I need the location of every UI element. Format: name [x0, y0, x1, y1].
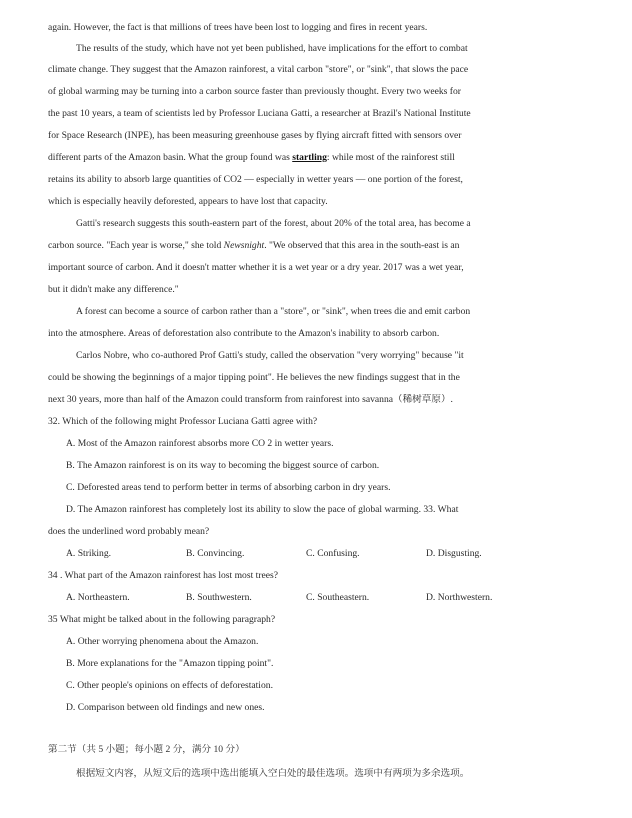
question-34-option-c: C. Southeastern. [306, 592, 370, 603]
question-33-stem: does the underlined word probably mean? [48, 526, 210, 537]
passage-line: again. However, the fact is that millions of trees have been lost to logging and fires in recent years. [48, 22, 428, 33]
question-34-stem: 34 . What part of the Amazon rainforest has lost most trees? [48, 570, 279, 581]
passage-line: important source of carbon. And it doesn't matter whether it is a wet year or a dry year. 2017 was a wet year, [48, 262, 464, 273]
passage-line: Gatti's research suggests this south-eastern part of the forest, about 20% of the total area, has become a [76, 218, 471, 229]
question-32-option-c: C. Deforested areas tend to perform better in terms of absorbing carbon in dry years. [66, 482, 391, 493]
question-32-option-b: B. The Amazon rainforest is on its way to becoming the biggest source of carbon. [66, 460, 380, 471]
passage-line: but it didn't make any difference." [48, 284, 179, 295]
passage-line: retains its ability to absorb large quantities of CO2 — especially in wetter years — one portion of the forest, [48, 174, 463, 185]
question-33-options [66, 548, 596, 560]
question-33-option-c: C. Confusing. [306, 548, 360, 559]
question-35-option-d: D. Comparison between old findings and new ones. [66, 702, 265, 713]
passage-line [48, 152, 596, 164]
question-34-option-a: A. Northeastern. [66, 592, 130, 603]
passage-line: next 30 years, more than half of the Amazon could transform from rainforest into savanna（稀树草原）. [48, 394, 453, 405]
passage-line: of global warming may be turning into a carbon source faster than previously thought. Every two weeks for [48, 86, 461, 97]
question-33-option-d: D. Disgusting. [426, 548, 482, 559]
passage-text: . "We observed that this area in the south-east is an [264, 240, 460, 251]
passage-line: The results of the study, which have not yet been published, have implications for the effort to combat [76, 43, 468, 54]
section-2-instruction: 根据短文内容，从短文后的选项中选出能填入空白处的最佳选项。选项中有两项为多余选项。 [76, 768, 470, 779]
passage-line: into the atmosphere. Areas of deforestation also contribute to the Amazon's inability to absorb carbon. [48, 328, 440, 339]
underlined-word: startling [292, 152, 327, 163]
question-34-option-d: D. Northwestern. [426, 592, 493, 603]
question-34-options [66, 592, 596, 604]
question-32-option-a: A. Most of the Amazon rainforest absorbs more CO 2 in wetter years. [66, 438, 334, 449]
passage-text: carbon source. "Each year is worse," she told [48, 240, 224, 251]
passage-line: A forest can become a source of carbon rather than a "store", or "sink", when trees die and emit carbon [76, 306, 471, 317]
passage-line: for Space Research (INPE), has been measuring greenhouse gases by flying aircraft fitted with sensors over [48, 130, 462, 141]
passage-line: climate change. They suggest that the Amazon rainforest, a vital carbon "store", or "sink", that slows the pace [48, 64, 469, 75]
passage-text: different parts of the Amazon basin. What the group found was [48, 152, 293, 163]
passage-line: the past 10 years, a team of scientists led by Professor Luciana Gatti, a researcher at Brazil's National Institute [48, 108, 471, 119]
question-35-option-b: B. More explanations for the "Amazon tipping point". [66, 658, 274, 669]
question-33-option-b: B. Convincing. [186, 548, 245, 559]
question-35-option-c: C. Other people's opinions on effects of deforestation. [66, 680, 273, 691]
question-32-option-d: D. The Amazon rainforest has completely lost its ability to slow the pace of global warming. 33. What [66, 504, 459, 515]
question-33-option-a: A. Striking. [66, 548, 112, 559]
question-35-option-a: A. Other worrying phenomena about the Amazon. [66, 636, 259, 647]
question-35-stem: 35 What might be talked about in the following paragraph? [48, 614, 276, 625]
passage-line: which is especially heavily deforested, appears to have lost that capacity. [48, 196, 328, 207]
italic-name: Newsnight [223, 240, 265, 251]
passage-line [48, 240, 596, 252]
question-32-stem: 32. Which of the following might Professor Luciana Gatti agree with? [48, 416, 318, 427]
section-2-heading: 第二节（共 5 小题；每小题 2 分，满分 10 分） [48, 744, 245, 755]
question-34-option-b: B. Southwestern. [186, 592, 252, 603]
passage-line: could be showing the beginnings of a major tipping point". He believes the new findings suggest that in the [48, 372, 460, 383]
passage-line: Carlos Nobre, who co-authored Prof Gatti's study, called the observation "very worrying" because "it [76, 350, 464, 361]
passage-text: : while most of the rainforest still [326, 152, 455, 163]
